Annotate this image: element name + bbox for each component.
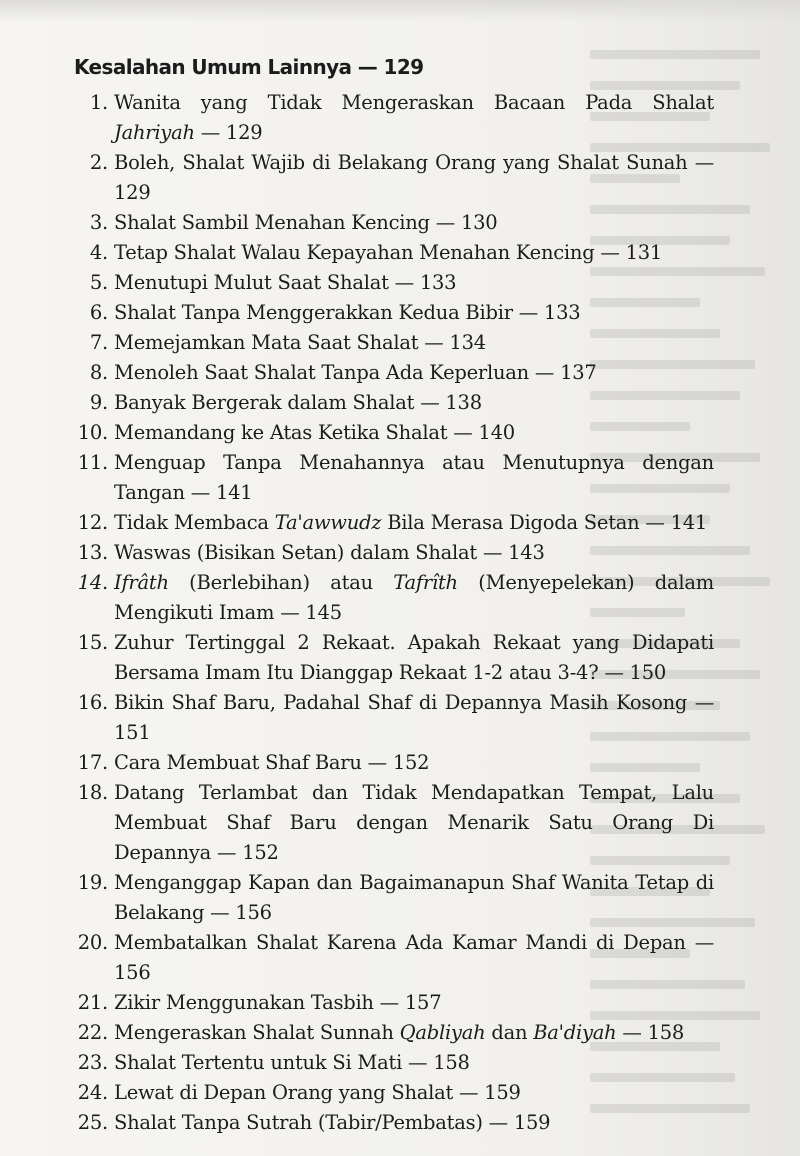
entry-title — [114, 988, 714, 1018]
entry-title-italic: Tafrîth — [393, 571, 458, 594]
entry-title — [114, 268, 714, 298]
entry-title — [114, 868, 714, 928]
entry-title-italic: Jahriyah — [114, 121, 195, 144]
entry-number: 10. — [77, 421, 108, 444]
toc-entry — [74, 778, 714, 868]
entry-title — [114, 448, 714, 508]
entry-title — [114, 238, 714, 268]
entry-number: 16. — [77, 691, 108, 714]
toc-entry — [74, 538, 714, 568]
entry-title — [114, 148, 714, 208]
toc-entry — [74, 298, 714, 328]
entry-number: 1. — [89, 91, 108, 114]
entry-title-text: Datang Terlambat dan Tidak Mendapatkan Tempat, Lalu Membuat Shaf Baru dengan Menarik Satu Orang Di Depannya — 152 — [114, 781, 714, 864]
entry-title-text: Shalat Tanpa Sutrah (Tabir/Pembatas) — 159 — [114, 1111, 551, 1134]
entry-list — [74, 88, 714, 1138]
entry-title-text: Zikir Menggunakan Tasbih — 157 — [114, 991, 442, 1014]
entry-title-text: Mengeraskan Shalat Sunnah — [114, 1021, 400, 1044]
page-top-shadow — [0, 0, 800, 22]
entry-number: 2. — [89, 151, 108, 174]
entry-title — [114, 688, 714, 748]
toc-entry — [74, 628, 714, 688]
entry-title-text: Shalat Sambil Menahan Kencing — 130 — [114, 211, 498, 234]
toc-entry — [74, 928, 714, 988]
entry-number: 5. — [89, 271, 108, 294]
entry-title — [114, 208, 714, 238]
toc-entry — [74, 988, 714, 1018]
toc-entry — [74, 688, 714, 748]
table-of-contents — [74, 52, 714, 1138]
entry-title-text: Tidak Membaca — [114, 511, 275, 534]
toc-entry — [74, 868, 714, 928]
entry-number: 25. — [77, 1111, 108, 1134]
entry-title-text: (Menyepelekan) dalam Mengikuti Imam — 145 — [114, 571, 715, 624]
toc-entry — [74, 148, 714, 208]
entry-number: 18. — [77, 781, 108, 804]
entry-title-text: Menoleh Saat Shalat Tanpa Ada Keperluan — 137 — [114, 361, 597, 384]
toc-entry — [74, 568, 714, 628]
entry-title-text: — 129 — [194, 121, 263, 144]
entry-title-text: Bila Merasa Digoda Setan — 141 — [381, 511, 708, 534]
toc-entry — [74, 1078, 714, 1108]
toc-entry — [74, 418, 714, 448]
entry-title-italic: Ta'awwudz — [274, 511, 382, 534]
entry-number: 3. — [89, 211, 108, 234]
entry-title-italic: Ba'diyah — [533, 1021, 617, 1044]
entry-title — [114, 388, 714, 418]
entry-title-text: Shalat Tertentu untuk Si Mati — 158 — [114, 1051, 470, 1074]
entry-title — [114, 1018, 714, 1048]
entry-number: 7. — [89, 331, 108, 354]
entry-title-text: Waswas (Bisikan Setan) dalam Shalat — 143 — [114, 541, 545, 564]
entry-title-text: Boleh, Shalat Wajib di Belakang Orang yang Shalat Sunah — 129 — [114, 151, 714, 204]
entry-title-text: Banyak Bergerak dalam Shalat — 138 — [114, 391, 482, 414]
entry-title-text: Cara Membuat Shaf Baru — 152 — [114, 751, 430, 774]
entry-title-italic: Qabliyah — [399, 1021, 486, 1044]
entry-title-text: Memejamkan Mata Saat Shalat — 134 — [114, 331, 486, 354]
entry-title — [114, 88, 714, 148]
entry-number: 12. — [77, 511, 108, 534]
entry-title — [114, 1048, 714, 1078]
entry-title-text: Bikin Shaf Baru, Padahal Shaf di Depannya Masih Kosong — 151 — [114, 691, 714, 744]
entry-number: 15. — [77, 631, 108, 654]
entry-title-text: Menguap Tanpa Menahannya atau Menutupnya dengan Tangan — 141 — [114, 451, 714, 504]
entry-title-text: Membatalkan Shalat Karena Ada Kamar Mandi di Depan — 156 — [114, 931, 714, 984]
entry-title-text: (Berlebihan) atau — [168, 571, 394, 594]
toc-entry — [74, 1108, 714, 1138]
entry-title-text: dan — [485, 1021, 534, 1044]
entry-title-text: Wanita yang Tidak Mengeraskan Bacaan Pada Shalat — [114, 91, 714, 114]
toc-entry — [74, 328, 714, 358]
entry-title — [114, 778, 714, 868]
toc-entry — [74, 1018, 714, 1048]
entry-number: 11. — [77, 451, 108, 474]
entry-number: 8. — [89, 361, 108, 384]
entry-title-text: Zuhur Tertinggal 2 Rekaat. Apakah Rekaat yang Didapati Bersama Imam Itu Dianggap Rekaat 1-2 atau 3-4? — 150 — [114, 631, 714, 684]
entry-title — [114, 628, 714, 688]
entry-number: 24. — [77, 1081, 108, 1104]
entry-number: 6. — [89, 301, 108, 324]
entry-title — [114, 358, 714, 388]
entry-title-text: Shalat Tanpa Menggerakkan Kedua Bibir — 133 — [114, 301, 581, 324]
entry-title-text: Lewat di Depan Orang yang Shalat — 159 — [114, 1081, 521, 1104]
entry-title — [114, 298, 714, 328]
entry-title-text: — 158 — [616, 1021, 685, 1044]
entry-title-italic: Ifrâth — [114, 571, 169, 594]
toc-entry — [74, 208, 714, 238]
entry-title — [114, 328, 714, 358]
toc-entry — [74, 508, 714, 538]
entry-title-text: Tetap Shalat Walau Kepayahan Menahan Kencing — 131 — [114, 241, 663, 264]
entry-title-text: Memandang ke Atas Ketika Shalat — 140 — [114, 421, 515, 444]
entry-number: 14. — [77, 571, 108, 594]
entry-number: 4. — [89, 241, 108, 264]
entry-title — [114, 538, 714, 568]
toc-entry — [74, 448, 714, 508]
section-heading: Kesalahan Umum Lainnya — 129 — [74, 55, 424, 79]
entry-title — [114, 928, 714, 988]
toc-entry — [74, 88, 714, 148]
entry-number: 17. — [77, 751, 108, 774]
entry-number: 20. — [77, 931, 108, 954]
entry-number: 22. — [77, 1021, 108, 1044]
entry-title — [114, 748, 714, 778]
toc-entry — [74, 1048, 714, 1078]
entry-title-text: Menganggap Kapan dan Bagaimanapun Shaf Wanita Tetap di Belakang — 156 — [114, 871, 714, 924]
entry-number: 13. — [77, 541, 108, 564]
entry-number: 19. — [77, 871, 108, 894]
entry-title — [114, 418, 714, 448]
toc-entry — [74, 748, 714, 778]
entry-number: 21. — [77, 991, 108, 1014]
entry-title — [114, 568, 714, 628]
toc-entry — [74, 358, 714, 388]
entry-title-text: Menutupi Mulut Saat Shalat — 133 — [114, 271, 457, 294]
entry-title — [114, 508, 714, 538]
entry-title — [114, 1108, 714, 1138]
toc-entry — [74, 388, 714, 418]
toc-entry — [74, 268, 714, 298]
toc-entry — [74, 238, 714, 268]
entry-number: 23. — [77, 1051, 108, 1074]
entry-title — [114, 1078, 714, 1108]
entry-number: 9. — [89, 391, 108, 414]
